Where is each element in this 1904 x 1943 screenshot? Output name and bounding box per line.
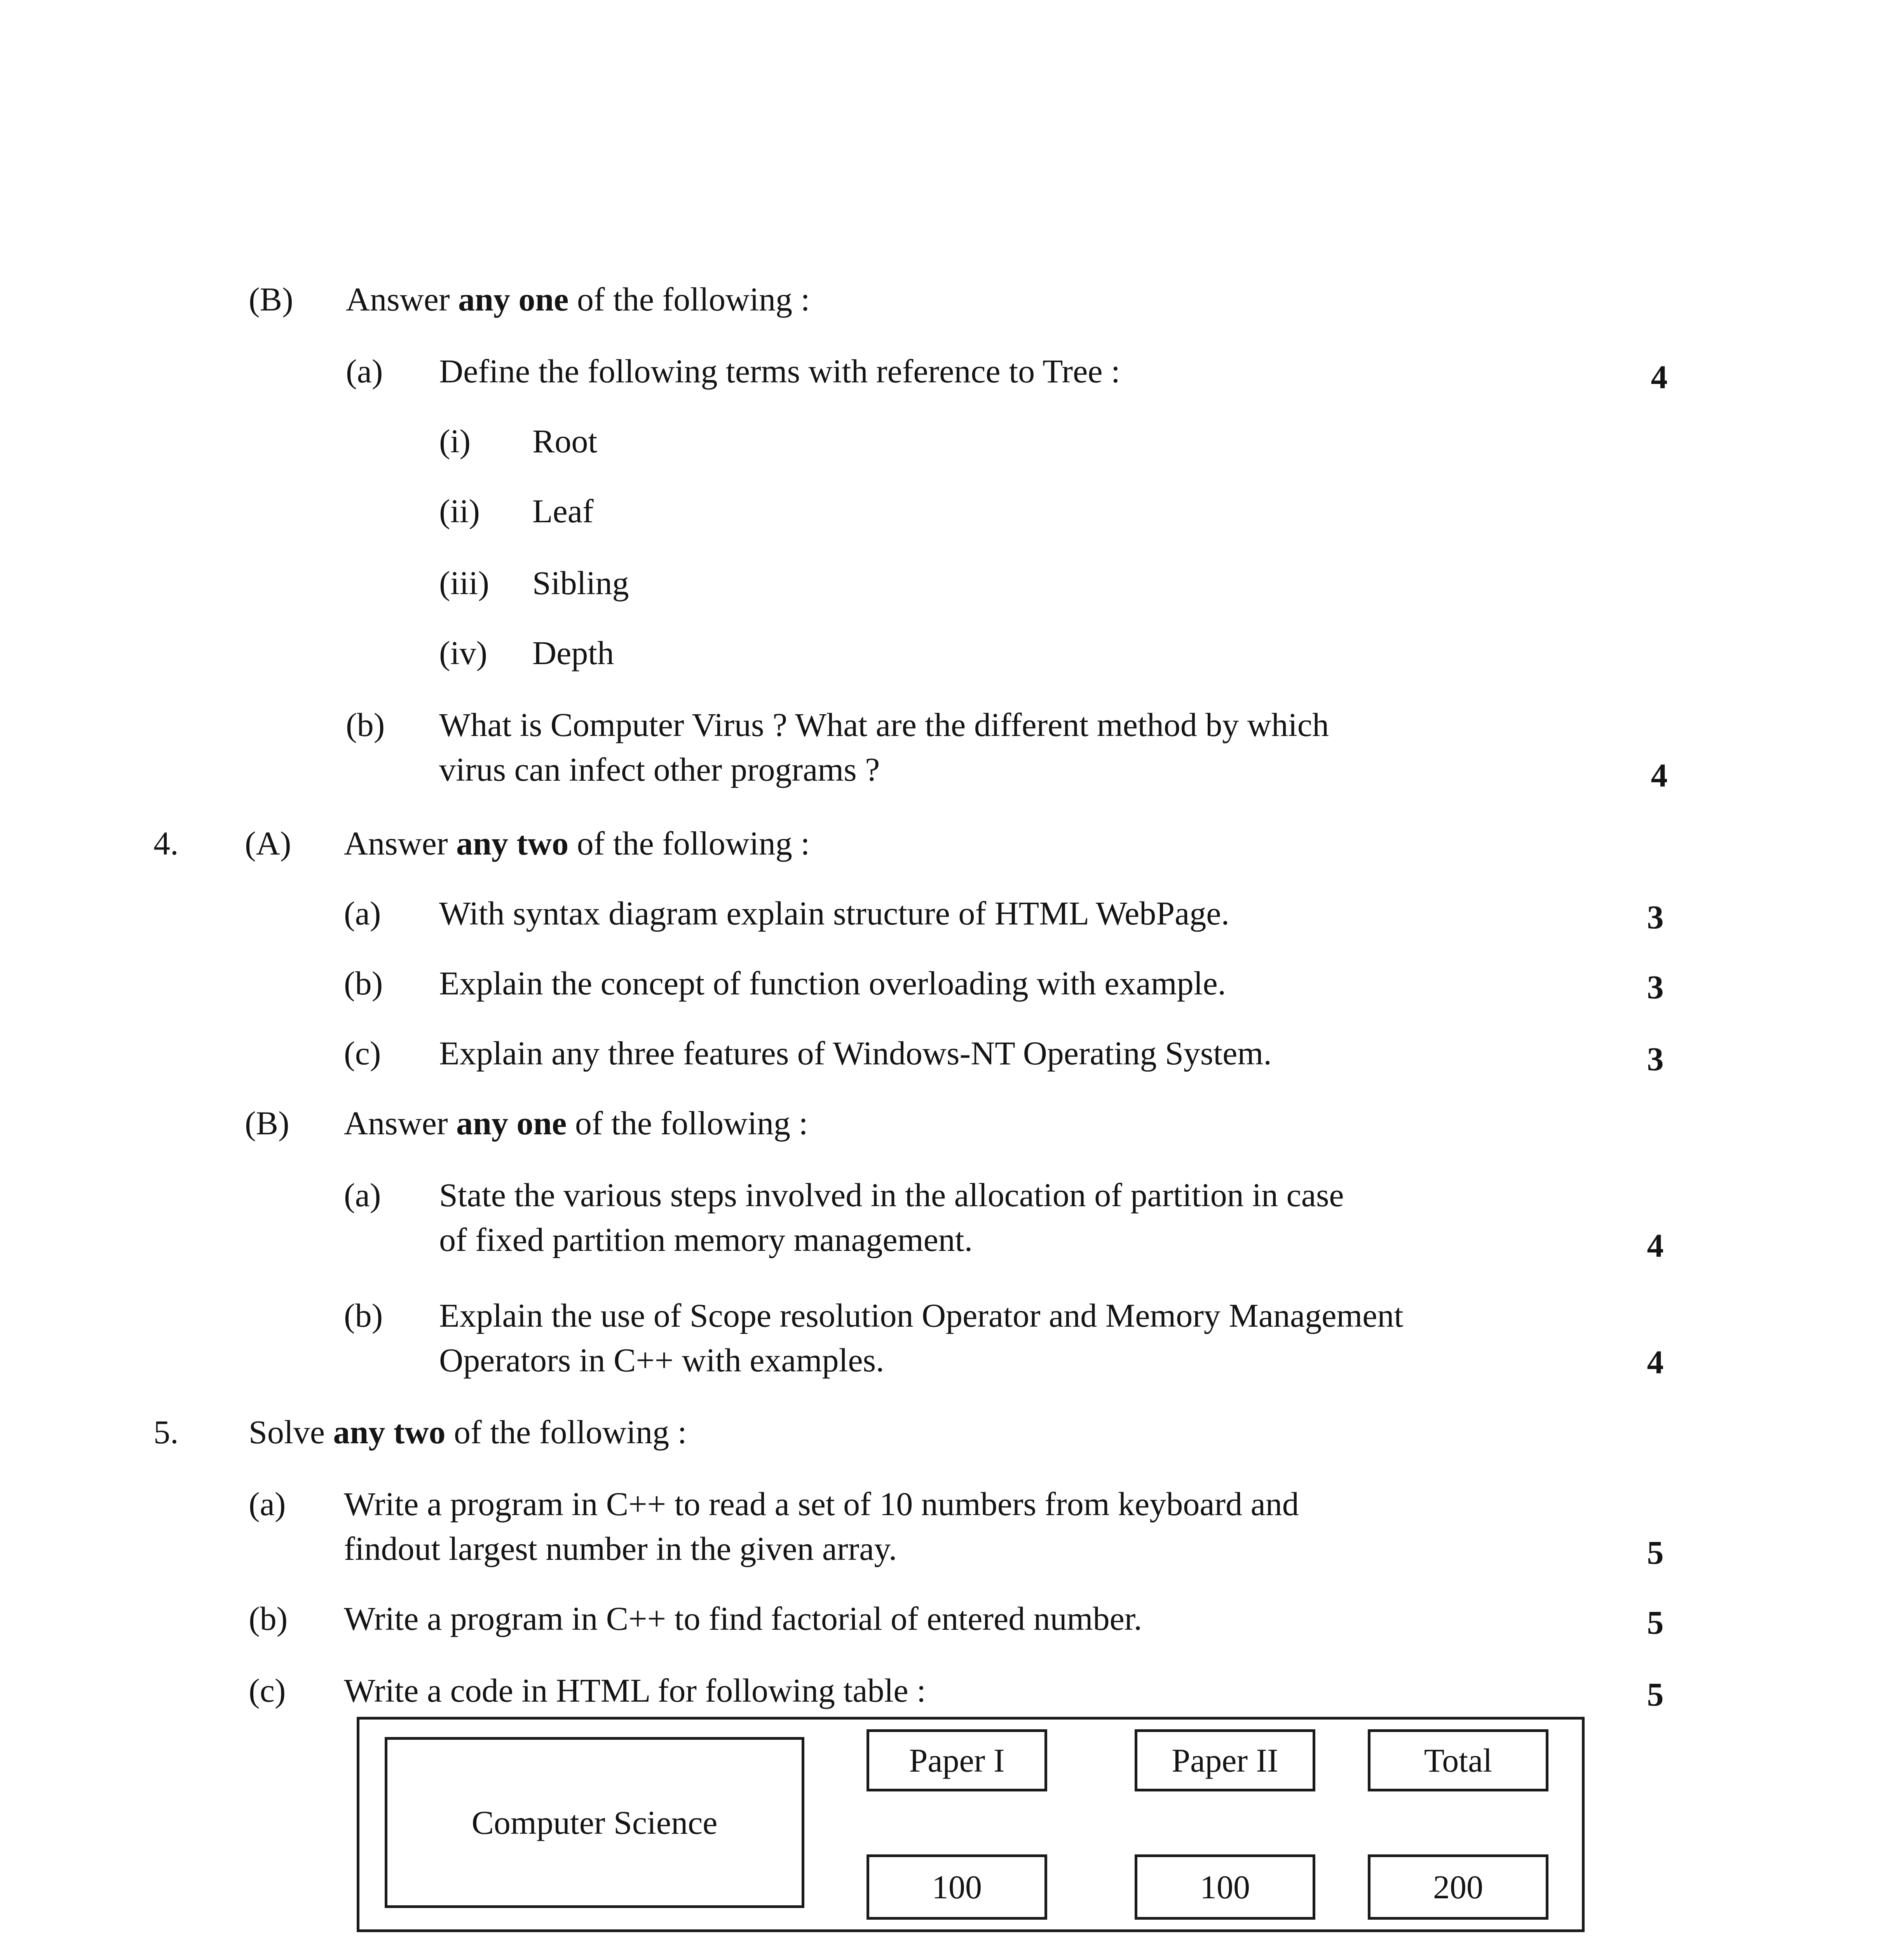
q4b-b-marks: 4 xyxy=(1647,1343,1664,1381)
q5a-label: (a) xyxy=(249,1485,286,1523)
q5a-line1: Write a program in C++ to read a set of 10 numbers from keyboard and xyxy=(344,1485,1299,1523)
q5b-marks: 5 xyxy=(1647,1604,1664,1641)
q4a-instruction-bold: any two xyxy=(456,825,569,862)
q3b-instruction-pre: Answer xyxy=(346,281,450,318)
value-cell: 100 xyxy=(867,1854,1047,1920)
q4a-item-marks: 3 xyxy=(1647,898,1664,936)
q3b-b-line1: What is Computer Virus ? What are the different method by which xyxy=(439,706,1329,743)
q5a-marks: 5 xyxy=(1647,1534,1664,1571)
q4b-a-label: (a) xyxy=(344,1176,381,1214)
q4a-item-marks: 3 xyxy=(1647,1040,1664,1078)
q4b-instruction-post: of the following : xyxy=(575,1104,808,1142)
header-cell: Paper I xyxy=(867,1729,1047,1791)
q4a-item-label: (b) xyxy=(344,965,383,1002)
term-text: Root xyxy=(532,422,598,460)
q3b-instruction xyxy=(346,280,810,319)
q5c-label: (c) xyxy=(249,1672,286,1709)
subject-cell: Computer Science xyxy=(385,1737,804,1908)
q3b-b-line2: virus can infect other programs ? xyxy=(439,751,880,788)
value-cell: 200 xyxy=(1368,1854,1548,1920)
q4a-instruction xyxy=(344,824,810,863)
q5-number: 5. xyxy=(153,1413,179,1451)
q5-instruction-bold: any two xyxy=(333,1413,446,1451)
q4a-label: (A) xyxy=(245,825,291,862)
q4b-b-line1: Explain the use of Scope resolution Operator and Memory Management xyxy=(439,1297,1404,1334)
q4a-item-text: Explain any three features of Windows-NT Operating System. xyxy=(439,1034,1272,1072)
header-cell: Total xyxy=(1368,1729,1548,1791)
q5b-text: Write a program in C++ to find factorial of entered number. xyxy=(344,1600,1142,1637)
term-text: Leaf xyxy=(532,492,594,530)
term-text: Depth xyxy=(532,634,614,672)
q3b-b-label: (b) xyxy=(346,706,385,743)
q4b-b-line2: Operators in C++ with examples. xyxy=(439,1341,884,1379)
q4a-item-text: Explain the concept of function overloading with example. xyxy=(439,965,1226,1002)
q3b-b-marks: 4 xyxy=(1651,757,1668,794)
q4b-b-label: (b) xyxy=(344,1297,383,1334)
term-num: (iii) xyxy=(439,564,489,602)
q4b-label: (B) xyxy=(245,1104,289,1142)
q4b-a-marks: 4 xyxy=(1647,1227,1664,1264)
q3b-instruction-post: of the following : xyxy=(577,281,810,318)
term-num: (i) xyxy=(439,422,471,460)
q4a-instruction-pre: Answer xyxy=(344,825,448,862)
q4b-instruction xyxy=(344,1104,808,1142)
q3b-a-label: (a) xyxy=(346,352,383,390)
q4b-a-line1: State the various steps involved in the allocation of partition in case xyxy=(439,1176,1344,1214)
q5c-text: Write a code in HTML for following table : xyxy=(344,1672,926,1709)
q4b-instruction-bold: any one xyxy=(456,1104,567,1142)
q4a-item-marks: 3 xyxy=(1647,968,1664,1006)
q3b-a-marks: 4 xyxy=(1651,358,1668,396)
q4a-item-label: (c) xyxy=(344,1034,381,1072)
q4a-item-label: (a) xyxy=(344,895,381,932)
q4b-a-line2: of fixed partition memory management. xyxy=(439,1221,973,1258)
q4b-instruction-pre: Answer xyxy=(344,1104,448,1142)
term-text: Sibling xyxy=(532,564,629,602)
q5b-label: (b) xyxy=(249,1600,288,1637)
header-cell: Paper II xyxy=(1135,1729,1315,1791)
q3b-label: (B) xyxy=(249,281,293,318)
q5-instruction-post: of the following : xyxy=(453,1413,687,1451)
q4a-item-text: With syntax diagram explain structure of HTML WebPage. xyxy=(439,895,1229,932)
term-num: (ii) xyxy=(439,492,480,530)
q3b-a-text: Define the following terms with reference to Tree : xyxy=(439,352,1120,390)
q5-instruction-pre: Solve xyxy=(249,1413,325,1451)
term-num: (iv) xyxy=(439,634,488,672)
q5c-marks: 5 xyxy=(1647,1676,1664,1713)
q3b-instruction-bold: any one xyxy=(458,281,569,318)
value-cell: 100 xyxy=(1135,1854,1315,1920)
q5-instruction xyxy=(249,1413,687,1451)
q4a-instruction-post: of the following : xyxy=(577,825,810,862)
q4-number: 4. xyxy=(153,825,179,862)
q5a-line2: findout largest number in the given array. xyxy=(344,1530,897,1567)
